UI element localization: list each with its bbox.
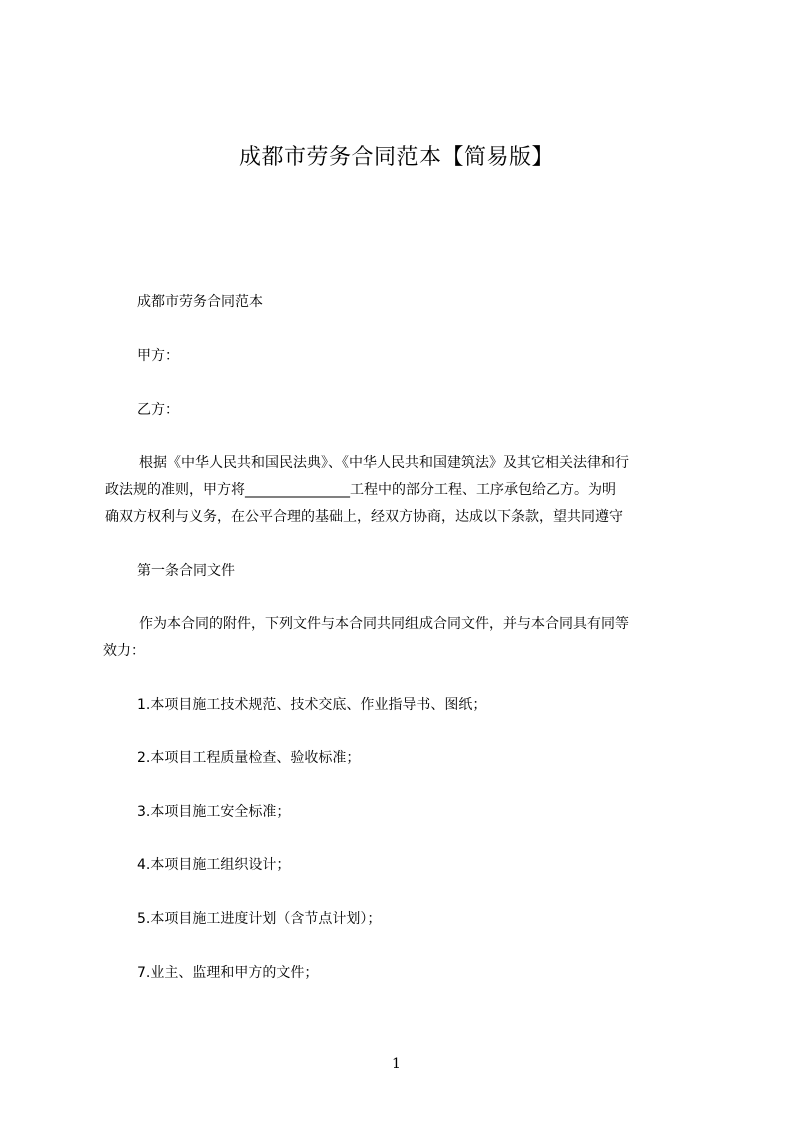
page-number: 1 (392, 1056, 401, 1072)
list-item: 3.本项目施工安全标准； (137, 804, 291, 820)
list-item: 7.业主、监理和甲方的文件； (137, 965, 319, 981)
list-item: 4.本项目施工组织设计； (137, 857, 291, 873)
document-title: 成都市劳务合同范本【简易版】 (238, 145, 554, 170)
party-b-label: 乙方： (137, 402, 179, 418)
party-a-label: 甲方： (137, 348, 179, 364)
preamble-line-3: 确双方权利与义务，在公平合理的基础上，经双方协商，达成以下条款，望共同遵守 (105, 509, 623, 525)
list-item: 5.本项目施工进度计划（含节点计划）； (137, 911, 382, 927)
article-1-heading: 第一条合同文件 (137, 563, 235, 579)
list-item: 2.本项目工程质量检查、验收标准； (137, 750, 361, 766)
preamble-line-1: 根据《中华人民共和国民法典》、《中华人民共和国建筑法》及其它相关法律和行 (139, 455, 629, 471)
document-subtitle: 成都市劳务合同范本 (137, 294, 263, 310)
list-item: 1.本项目施工技术规范、技术交底、作业指导书、图纸； (137, 697, 487, 713)
article-1-intro-line-2: 效力： (103, 643, 145, 659)
preamble-line-2: 政法规的准则，甲方将_______________工程中的部分工程、工序承包给乙方。为明 (105, 482, 616, 498)
article-1-intro-line-1: 作为本合同的附件，下列文件与本合同共同组成合同文件，并与本合同具有同等 (139, 616, 629, 632)
